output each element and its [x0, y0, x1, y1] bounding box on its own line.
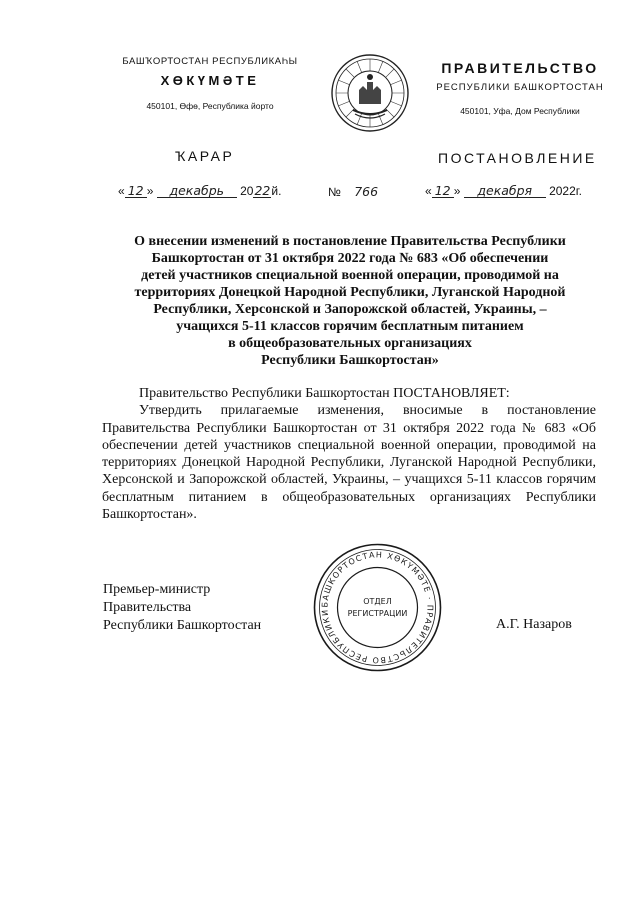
number-value: 766 — [354, 184, 379, 199]
title-line: О внесении изменений в постановление Правительства Республики — [134, 234, 566, 249]
date-left-suffix: й. — [271, 184, 282, 198]
bashkortostan-coat-of-arms-icon — [329, 52, 411, 134]
title-line: Башкортостан от 31 октября 2022 года № 683 «Об обеспечении — [151, 251, 549, 266]
header-left-line2: ХӨКҮМӘТЕ — [160, 73, 260, 88]
title-line: Республики Башкортостан» — [261, 353, 439, 368]
date-right — [425, 184, 582, 198]
quote-open: « — [118, 184, 125, 198]
date-right-month: декабря — [464, 184, 546, 198]
header-left-line1: БАШҠОРТОСТАН РЕСПУБЛИКАҺЫ — [122, 56, 298, 67]
title-line: территориях Донецкой Народной Республики, Луганской Народной — [134, 285, 566, 300]
registration-stamp — [310, 540, 445, 675]
stamp-ring-text: БАШКОРТОСТАН ХӨКҮМӘТЕ · ПРАВИТЕЛЬСТВО РЕСПУБЛИКИ — [320, 550, 435, 665]
title-line: детей участников специальной военной операции, проводимой на — [141, 268, 559, 283]
document-title — [100, 233, 600, 369]
quote-close: » — [146, 184, 154, 198]
header-left-address: 450101, Өфө, Республика йорто — [146, 101, 274, 111]
stamp-center-line1: ОТДЕЛ — [363, 597, 392, 606]
body-paragraph: Утвердить прилагаемые изменения, вносимые в постановление Правительства Республики Башкортостан от 31 октября 2022 года № 683 «Об обеспечении детей участников специальной военной операции, проводимой на территориях Донецкой Народной Республики, Луганской Народной Республики, Херсонской и Запорожской областей, Украины, – учащихся 5-11 классов горячим бесплатным питанием в общеобразовательных организациях Республики Башкортостан». — [102, 403, 596, 523]
signature-position — [103, 581, 261, 635]
date-left-day: 12 — [125, 184, 147, 198]
header-right-line1: ПРАВИТЕЛЬСТВО — [441, 60, 599, 76]
body-intro: Правительство Республики Башкортостан ПОСТАНОВЛЯЕТ: — [139, 386, 510, 401]
decree-label-russian: ПОСТАНОВЛЕНИЕ — [438, 150, 597, 166]
quote-close: » — [453, 184, 461, 198]
decree-number — [328, 184, 378, 199]
date-right-year: 2022 — [549, 184, 576, 198]
number-sign: № — [328, 185, 341, 199]
signer-name: А.Г. Назаров — [496, 617, 572, 632]
title-line: Республики, Херсонской и Запорожской областей, Украины, – — [153, 302, 547, 317]
signature-position-line: Премьер-министр — [103, 582, 211, 597]
title-line: в общеобразовательных организациях — [228, 336, 472, 351]
decree-label-bashkir: ҠАРАР — [175, 148, 235, 164]
title-line: учащихся 5-11 классов горячим бесплатным питанием — [176, 319, 524, 334]
date-left-year-suffix: 22 — [254, 183, 271, 198]
header-left — [90, 56, 330, 111]
date-right-day: 12 — [432, 184, 454, 198]
header-right — [410, 60, 630, 116]
document-body — [102, 385, 596, 523]
quote-open: « — [425, 184, 432, 198]
header-right-line2: РЕСПУБЛИКИ БАШКОРТОСТАН — [436, 82, 604, 93]
date-right-suffix: г. — [575, 184, 583, 198]
header-right-address: 450101, Уфа, Дом Республики — [460, 106, 580, 116]
date-left-year-prefix: 20 — [240, 184, 254, 198]
date-left — [118, 184, 281, 198]
stamp-center-line2: РЕГИСТРАЦИИ — [347, 609, 408, 618]
date-left-month: декабрь — [157, 184, 237, 198]
signature-position-line: Республики Башкортостан — [103, 618, 262, 633]
signature-position-line: Правительства — [103, 600, 192, 615]
